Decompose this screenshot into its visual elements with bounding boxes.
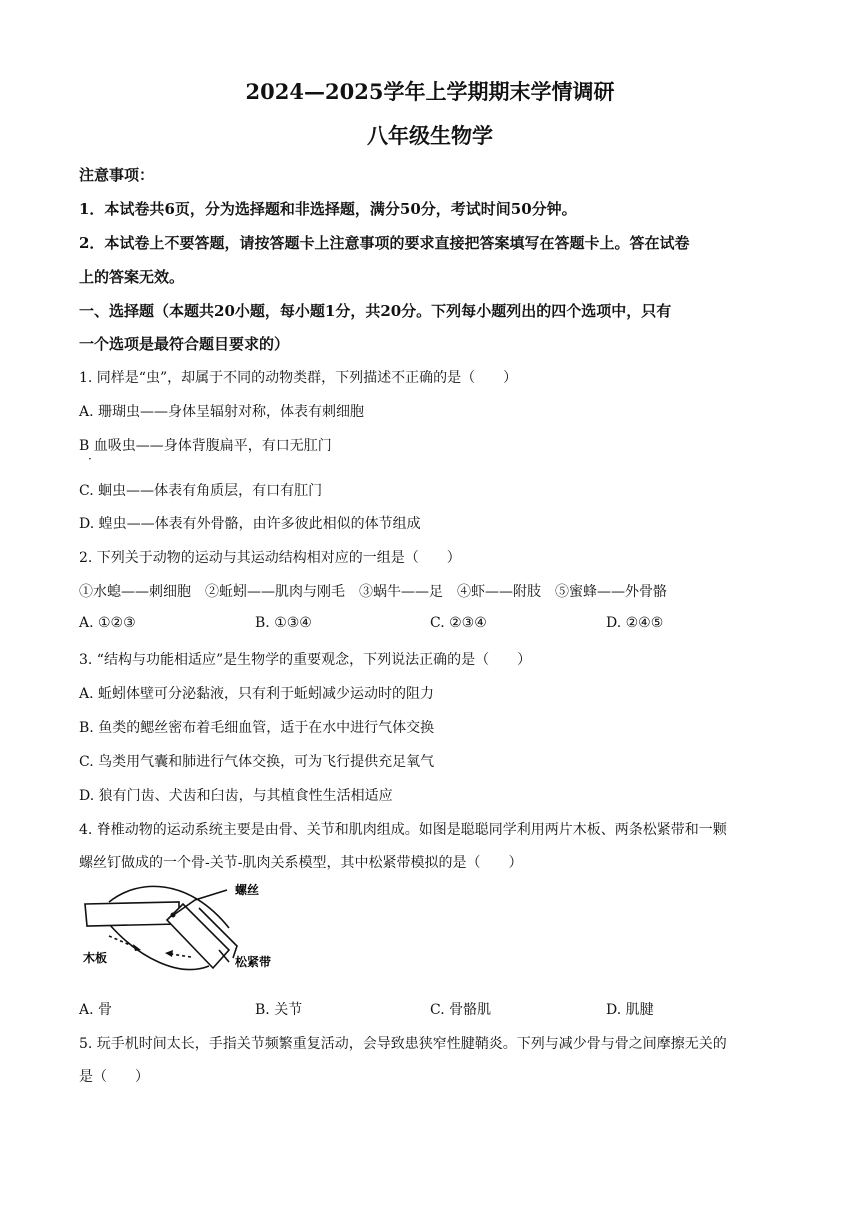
q2-option-b: B. ①③④ (255, 615, 312, 631)
arrow-head-1 (133, 944, 141, 951)
screw-icon (171, 913, 176, 918)
exam-subtitle: 八年级生物学 (367, 123, 493, 148)
q1-stem: 1. 同样是“虫”，却属于不同的动物类群，下列描述不正确的是（ ） (79, 370, 518, 386)
q2-option-c: C. ②③④ (430, 615, 487, 631)
label-screw: 螺丝 (235, 883, 260, 897)
q1-option-c: C. 蛔虫——体表有角质层，有口有肛门 (79, 483, 323, 499)
section-1-heading-line1: 一、选择题（本题共20小题，每小题1分，共20分。下列每小题列出的四个选项中，只有 (79, 302, 672, 320)
q3-option-b: B. 鱼类的鳃丝密布着毛细血管，适于在水中进行气体交换 (79, 720, 435, 736)
notice-heading: 注意事项： (79, 166, 155, 184)
q1-option-d: D. 蝗虫——体表有外骨骼，由许多彼此相似的体节组成 (79, 516, 421, 532)
q1-option-b-dot: · (88, 452, 92, 466)
q4-joint-model-figure (79, 878, 299, 990)
exam-title: 2024—2025学年上学期期末学情调研 (245, 79, 615, 104)
q4-option-d: D. 肌腱 (606, 1002, 654, 1018)
label-band: 松紧带 (235, 955, 272, 969)
q3-option-d: D. 狼有门齿、犬齿和臼齿，与其植食性生活相适应 (79, 788, 393, 804)
q2-stem: 2. 下列关于动物的运动与其运动结构相对应的一组是（ ） (79, 550, 461, 566)
wooden-board-1 (85, 902, 179, 926)
notice-item-1: 1．本试卷共6页，分为选择题和非选择题，满分50分，考试时间50分钟。 (79, 200, 577, 218)
notice-item-2-line1: 2．本试卷上不要答题，请按答题卡上注意事项的要求直接把答案填写在答题卡上。答在试卷 (79, 234, 690, 252)
section-1-heading-line2: 一个选项是最符合题目要求的） (79, 335, 290, 353)
q2-option-a: A. ①②③ (79, 615, 136, 631)
q4-stem-line2: 螺丝钉做成的一个骨-关节-肌肉关系模型，其中松紧带模拟的是（ ） (79, 855, 523, 871)
q2-option-d: D. ②④⑤ (606, 615, 664, 631)
q4-option-a: A. 骨 (79, 1002, 113, 1018)
q4-option-c: C. 骨骼肌 (430, 1002, 492, 1018)
q4-option-b: B. 关节 (255, 1002, 303, 1018)
q5-stem-line2: 是（ ） (79, 1069, 149, 1085)
q5-stem-line1: 5. 玩手机时间太长，手指关节频繁重复活动，会导致患狭窄性腱鞘炎。下列与减少骨与骨之间摩擦无关的 (79, 1036, 727, 1052)
q1-option-a: A. 珊瑚虫——身体呈辐射对称，体表有刺细胞 (79, 404, 365, 420)
q3-stem: 3. “结构与功能相适应”是生物学的重要观念，下列说法正确的是（ ） (79, 652, 532, 668)
label-board: 木板 (83, 951, 108, 965)
q2-items: ①水螅——刺细胞 ②蚯蚓——肌肉与刚毛 ③蜗牛——足 ④虾——附肢 ⑤蜜蜂——外骨骼 (79, 584, 667, 600)
dashed-arrow-2 (171, 954, 191, 957)
arrow-head-2 (165, 950, 173, 957)
q3-option-a: A. 蚯蚓体壁可分泌黏液，只有利于蚯蚓减少运动时的阻力 (79, 686, 435, 702)
q4-stem-line1: 4. 脊椎动物的运动系统主要是由骨、关节和肌肉组成。如图是聪聪同学利用两片木板、两条松紧带和一颗 (79, 822, 727, 838)
q1-option-b: B 血吸虫——身体背腹扁平，有口无肛门 (79, 438, 332, 454)
q3-option-c: C. 鸟类用气囊和肺进行气体交换，可为飞行提供充足氧气 (79, 754, 435, 770)
notice-item-2-line2: 上的答案无效。 (79, 268, 185, 286)
